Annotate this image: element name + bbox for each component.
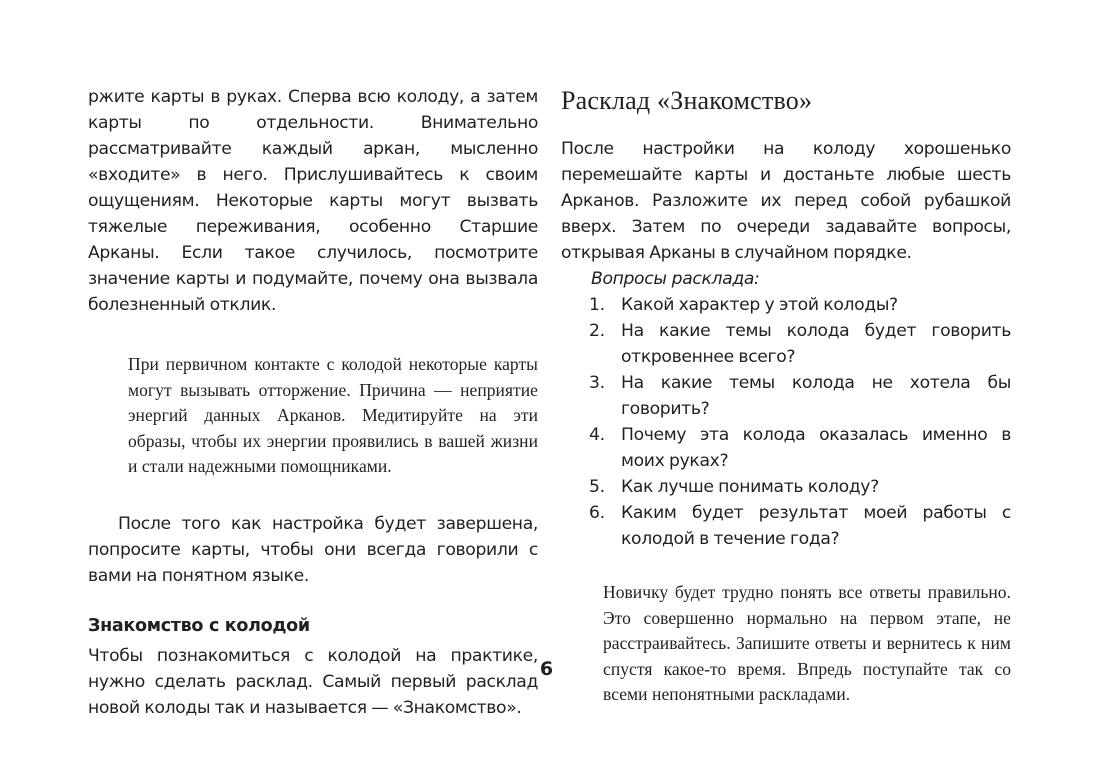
spread-title: Расклад «Знакомство» — [561, 86, 813, 115]
right-paragraph-1: После настройки на колоду хорошенько перемешайте карты и достаньте любые шесть Арканов. Разложите их перед собой рубашкой вверх. Затем по очереди задавайте вопросы, открывая Арканы в случайном порядке. — [561, 139, 1011, 263]
question-item — [561, 500, 1011, 552]
question-number: 5. — [589, 477, 605, 497]
question-text: Какой характер у этой колоды? — [621, 295, 898, 315]
question-text: Как лучше понимать колоду? — [621, 477, 879, 497]
question-item — [561, 370, 1011, 422]
right-note: Новичку будет трудно понять все ответы правильно. Это совершенно нормально на первом этапе, не расстраивайтесь. Запишите ответы и вернитесь к ним спустя какое-то время. Впредь поступайте так со всеми непонятными раскладами. — [603, 582, 1011, 704]
questions-list — [561, 292, 1011, 552]
question-text: На какие темы колода будет говорить откровеннее всего? — [621, 321, 1011, 367]
question-number: 2. — [589, 321, 605, 341]
question-item — [561, 474, 1011, 500]
page-number: 6 — [539, 658, 554, 680]
questions-label: Вопросы расклада: — [591, 269, 760, 289]
question-text: Почему эта колода оказалась именно в моих руках? — [621, 425, 1011, 471]
right-column — [561, 84, 1011, 708]
left-paragraph-2: После того как настройка будет завершена, попросите карты, чтобы они всегда говорили с вами на понятном языке. — [88, 513, 538, 586]
question-text: На какие темы колода не хотела бы говорить? — [621, 373, 1011, 419]
question-number: 1. — [589, 295, 605, 315]
question-number: 4. — [589, 425, 605, 445]
question-item — [561, 422, 1011, 474]
left-paragraph-3: Чтобы познакомиться с колодой на практике, нужно сделать расклад. Самый первый расклад новой колоды так и называется — «Знакомство». — [88, 645, 538, 718]
left-column — [88, 84, 538, 721]
left-paragraph-1: ржите карты в руках. Сперва всю колоду, а затем карты по отдельности. Внимательно рассматривайте каждый аркан, мысленно «входите» в него. Прислушивайтесь к своим ощущениям. Некоторые карты могут вызвать тяжелые переживания, особенно Старшие Арканы. Если такое случилось, посмотрите значение карты и подумайте, почему она вызвала болезненный отклик. — [88, 87, 538, 315]
section-heading: Знакомство с колодой — [88, 615, 310, 636]
question-item — [561, 318, 1011, 370]
question-item — [561, 292, 1011, 318]
question-number: 3. — [589, 373, 605, 393]
question-number: 6. — [589, 503, 605, 523]
left-note: При первичном контакте с колодой некоторые карты могут вызывать отторжение. Причина — неприятие энергий данных Арканов. Медитируйте на эти образы, чтобы их энергии проявились в вашей жизни и стали надежными помощниками. — [128, 354, 538, 476]
question-text: Каким будет результат моей работы с колодой в течение года? — [621, 503, 1011, 549]
